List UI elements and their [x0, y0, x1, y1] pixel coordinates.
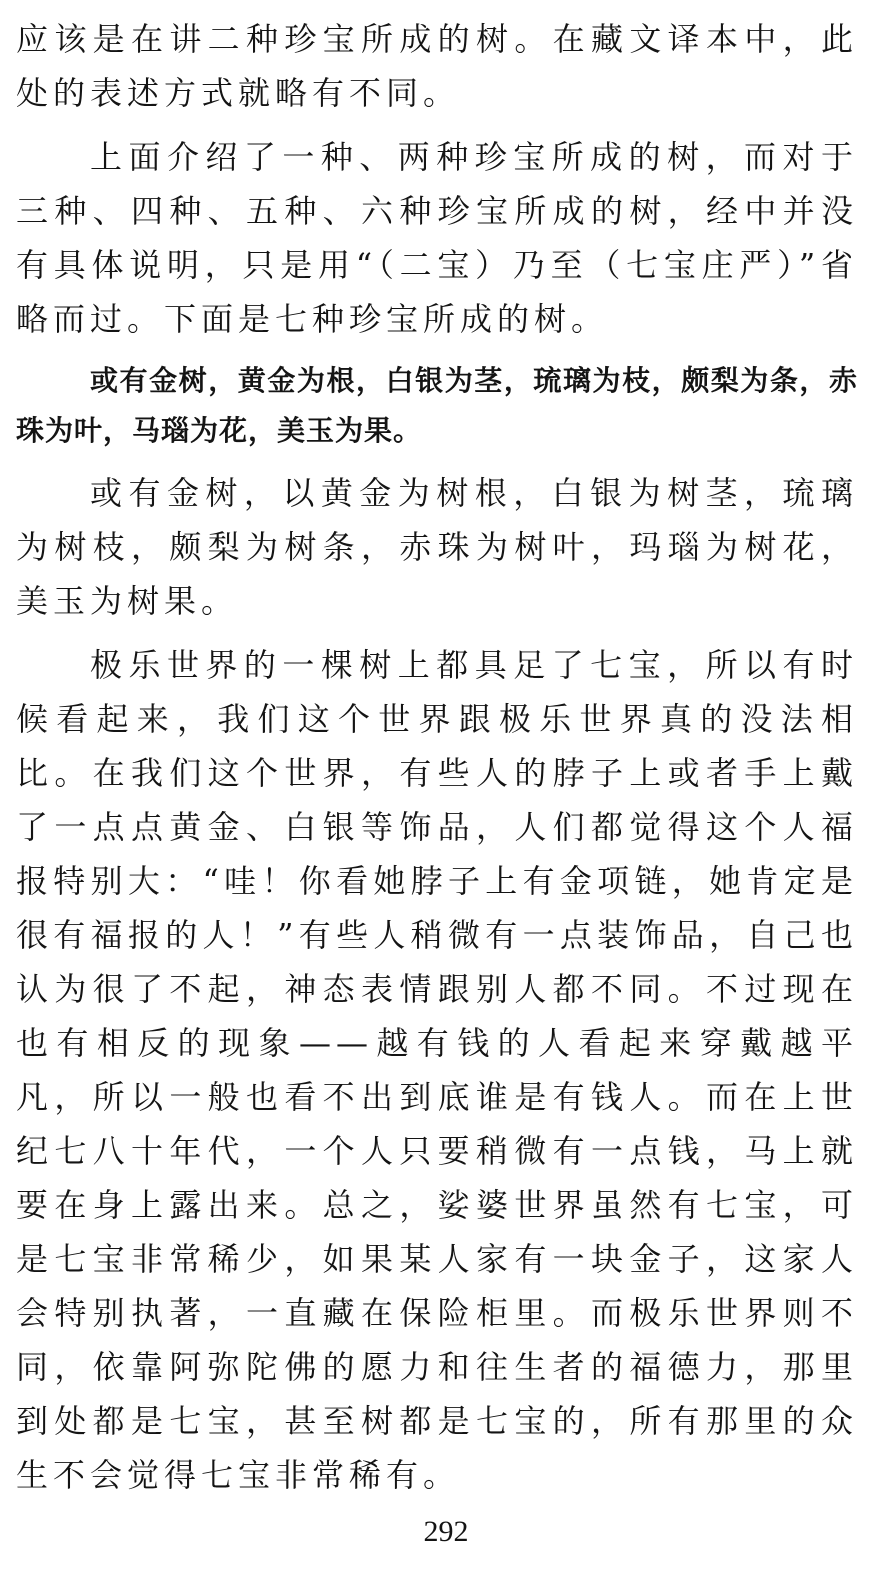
- paragraph-explanation: 极乐世界的一棵树上都具足了七宝，所以有时候看起来，我们这个世界跟极乐世界真的没法相比。在我们这个世界，有些人的脖子上或者手上戴了一点点黄金、白银等饰品，人们都觉得这个人福报特别大：“哇！你看她脖子上有金项链，她肯定是很有福报的人！”有些人稍微有一点装饰品，自己也认为很了不起，神态表情跟别人都不同。不过现在也有相反的现象——越有钱的人看起来穿戴越平凡，所以一般也看不出到底谁是有钱人。而在上世纪七八十年代，一个人只要稍微有一点钱，马上就要在身上露出来。总之，娑婆世界虽然有七宝，可是七宝非常稀少，如果某人家有一块金子，这家人会特别执著，一直藏在保险柜里。而极乐世界则不同，依靠阿弥陀佛的愿力和往生者的福德力，那里到处都是七宝，甚至树都是七宝的，所有那里的众生不会觉得七宝非常稀有。: [16, 646, 858, 1494]
- paragraph-translation: 或有金树，以黄金为树根，白银为树茎，琉璃为树枝，颇梨为树条，赤珠为树叶，玛瑙为树花，美玉为树果。: [16, 474, 858, 620]
- book-page: [16, 12, 858, 1502]
- paragraph-continuation: 应该是在讲二种珍宝所成的树。在藏文译本中，此处的表述方式就略有不同。: [16, 20, 858, 112]
- sutra-quote: 或有金树，黄金为根，白银为茎，琉璃为枝，颇梨为条，赤珠为叶，马瑙为花，美玉为果。: [16, 364, 858, 447]
- page-number: 292: [423, 1515, 469, 1548]
- paragraph-commentary: 上面介绍了一种、两种珍宝所成的树，而对于三种、四种、五种、六种珍宝所成的树，经中并没有具体说明，只是用“（二宝）乃至（七宝庄严）”省略而过。下面是七种珍宝所成的树。: [16, 138, 858, 338]
